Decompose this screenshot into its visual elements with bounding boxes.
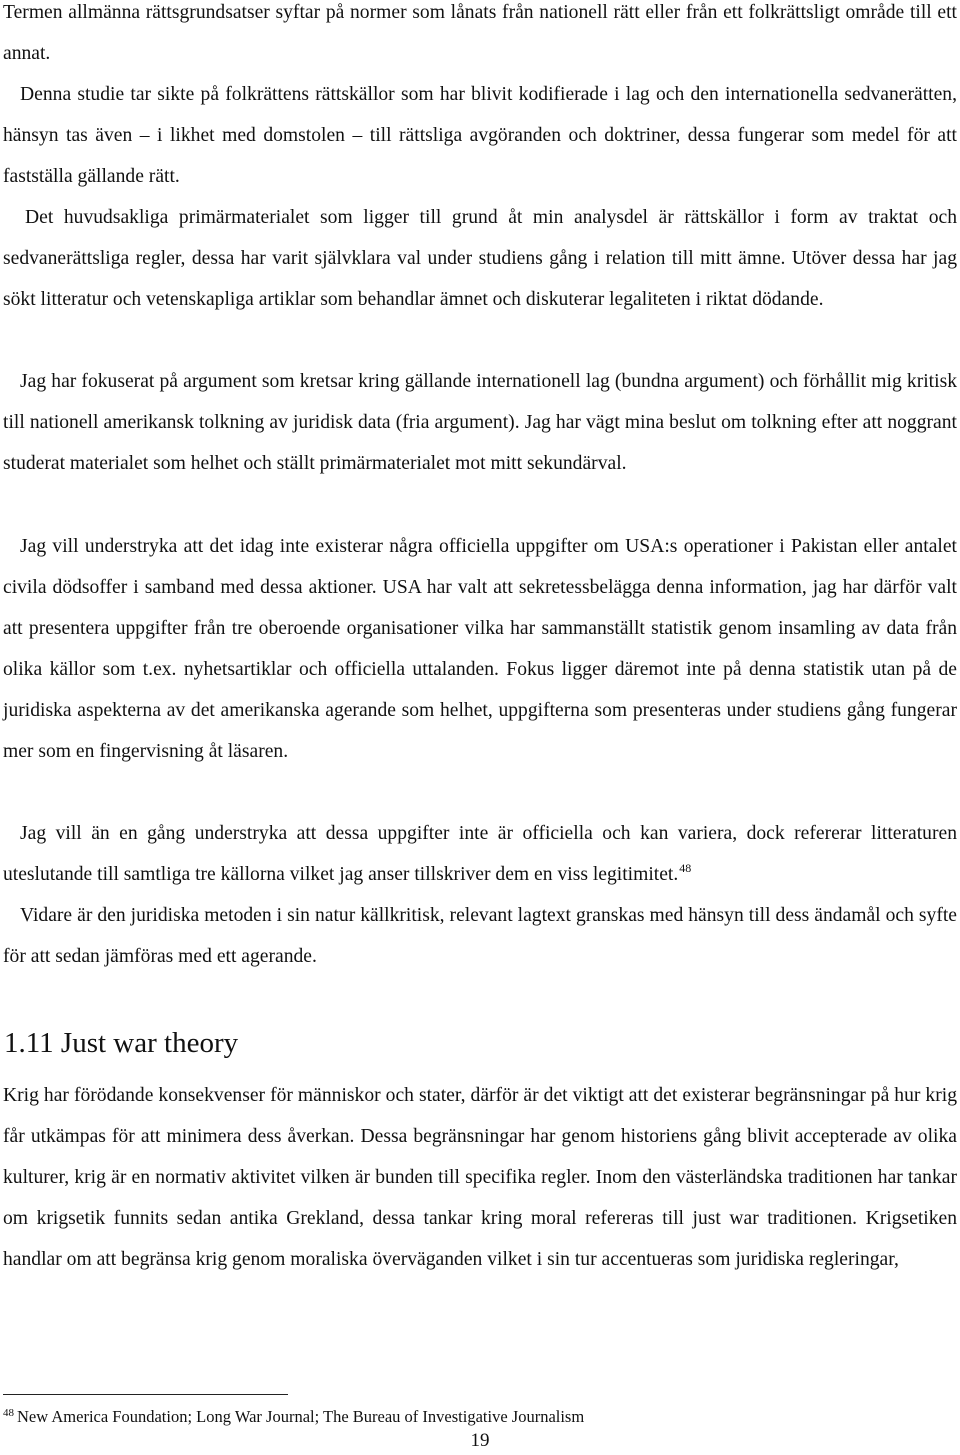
footnote-number: 48 xyxy=(3,1407,14,1419)
section-heading: 1.11 Just war theory xyxy=(4,1027,239,1059)
page-number: 19 xyxy=(470,1430,490,1451)
paragraph-general-principles: Termen allmänna rättsgrundsatser syftar på normer som lånats från nationell rätt eller från ett folkrättsligt område till ett annat. xyxy=(3,2,957,64)
paragraph-source-legitimacy xyxy=(3,813,957,895)
paragraph-just-war: Krig har förödande konsekvenser för människor och stater, därför är det viktigt att det existerar begränsningar på hur krig får utkämpas för att minimera dess åverkan. Dessa begränsningar har genom historiens gång blivit accepterade av olika kulturer, krig är en normativ aktivitet vilken är bunden till specifika regler. Inom den västerländska traditionen har tankar om krigsetik funnits sedan antika Grekland, dessa tankar kring moral refereras till just war traditionen. Krigsetiken handlar om att begränsa krig genom moraliska överväganden vilket i sin tur accentueras som juridiska regleringar, xyxy=(3,1085,957,1270)
paragraph-study-scope: Denna studie tar sikte på folkrättens rättskällor som har blivit kodifierade i lag och den internationella sedvanerätten, hänsyn tas även – i likhet med domstolen – till rättsliga avgöranden och doktriner, dessa fungerar som medel för att fastställa gällande rätt. xyxy=(3,84,957,187)
paragraph-primary-material: Det huvudsakliga primärmaterialet som ligger till grund åt min analysdel är rättskällor i form av traktat och sedvanerättsliga regler, dessa har varit självklara val under studiens gång i relation till mitt ämne. Utöver dessa har jag sökt litteratur och vetenskapliga artiklar som behandlar ämnet och diskuterar legaliteten i riktat dödande. xyxy=(3,207,957,310)
footnote-reference[interactable]: 48 xyxy=(679,861,692,875)
paragraph-official-data: Jag vill understryka att det idag inte existerar några officiella uppgifter om USA:s operationer i Pakistan eller antalet civila dödsoffer i samband med dessa aktioner. USA har valt att sekretessbelägga denna information, jag har därför valt att presentera uppgifter från tre oberoende organisationer vilka har sammanställt statistik genom insamling av data från olika källor som t.ex. nyhetsartiklar och officiella uttalanden. Fokus ligger däremot inte på denna statistik utan på de juridiska aspekterna av det amerikanska agerande som helhet, uppgifterna som presenteras under studiens gång fungerar mer som en fingervisning åt läsaren. xyxy=(3,536,957,762)
footnote-text: New America Foundation; Long War Journal; The Bureau of Investigative Journalism xyxy=(17,1407,585,1426)
footnote xyxy=(3,1404,584,1430)
paragraph-source-legitimacy-text: Jag vill än en gång understryka att dessa uppgifter inte är officiella och kan variera, dock refererar litteraturen uteslutande till samtliga tre källorna vilket jag anser tillskriver dem en viss legitimitet. xyxy=(3,823,957,885)
paragraph-argument-focus: Jag har fokuserat på argument som kretsar kring gällande internationell lag (bundna argument) och förhållit mig kritisk till nationell amerikansk tolkning av juridisk data (fria argument). Jag har vägt mina beslut om tolkning efter att noggrant studerat materialet som helhet och ställt primärmaterialet mot mitt sekundärval. xyxy=(3,371,957,474)
footnote-divider xyxy=(3,1394,288,1395)
paragraph-legal-method: Vidare är den juridiska metoden i sin natur källkritisk, relevant lagtext granskas med hänsyn till dess ändamål och syfte för att sedan jämföras med ett agerande. xyxy=(3,905,957,967)
